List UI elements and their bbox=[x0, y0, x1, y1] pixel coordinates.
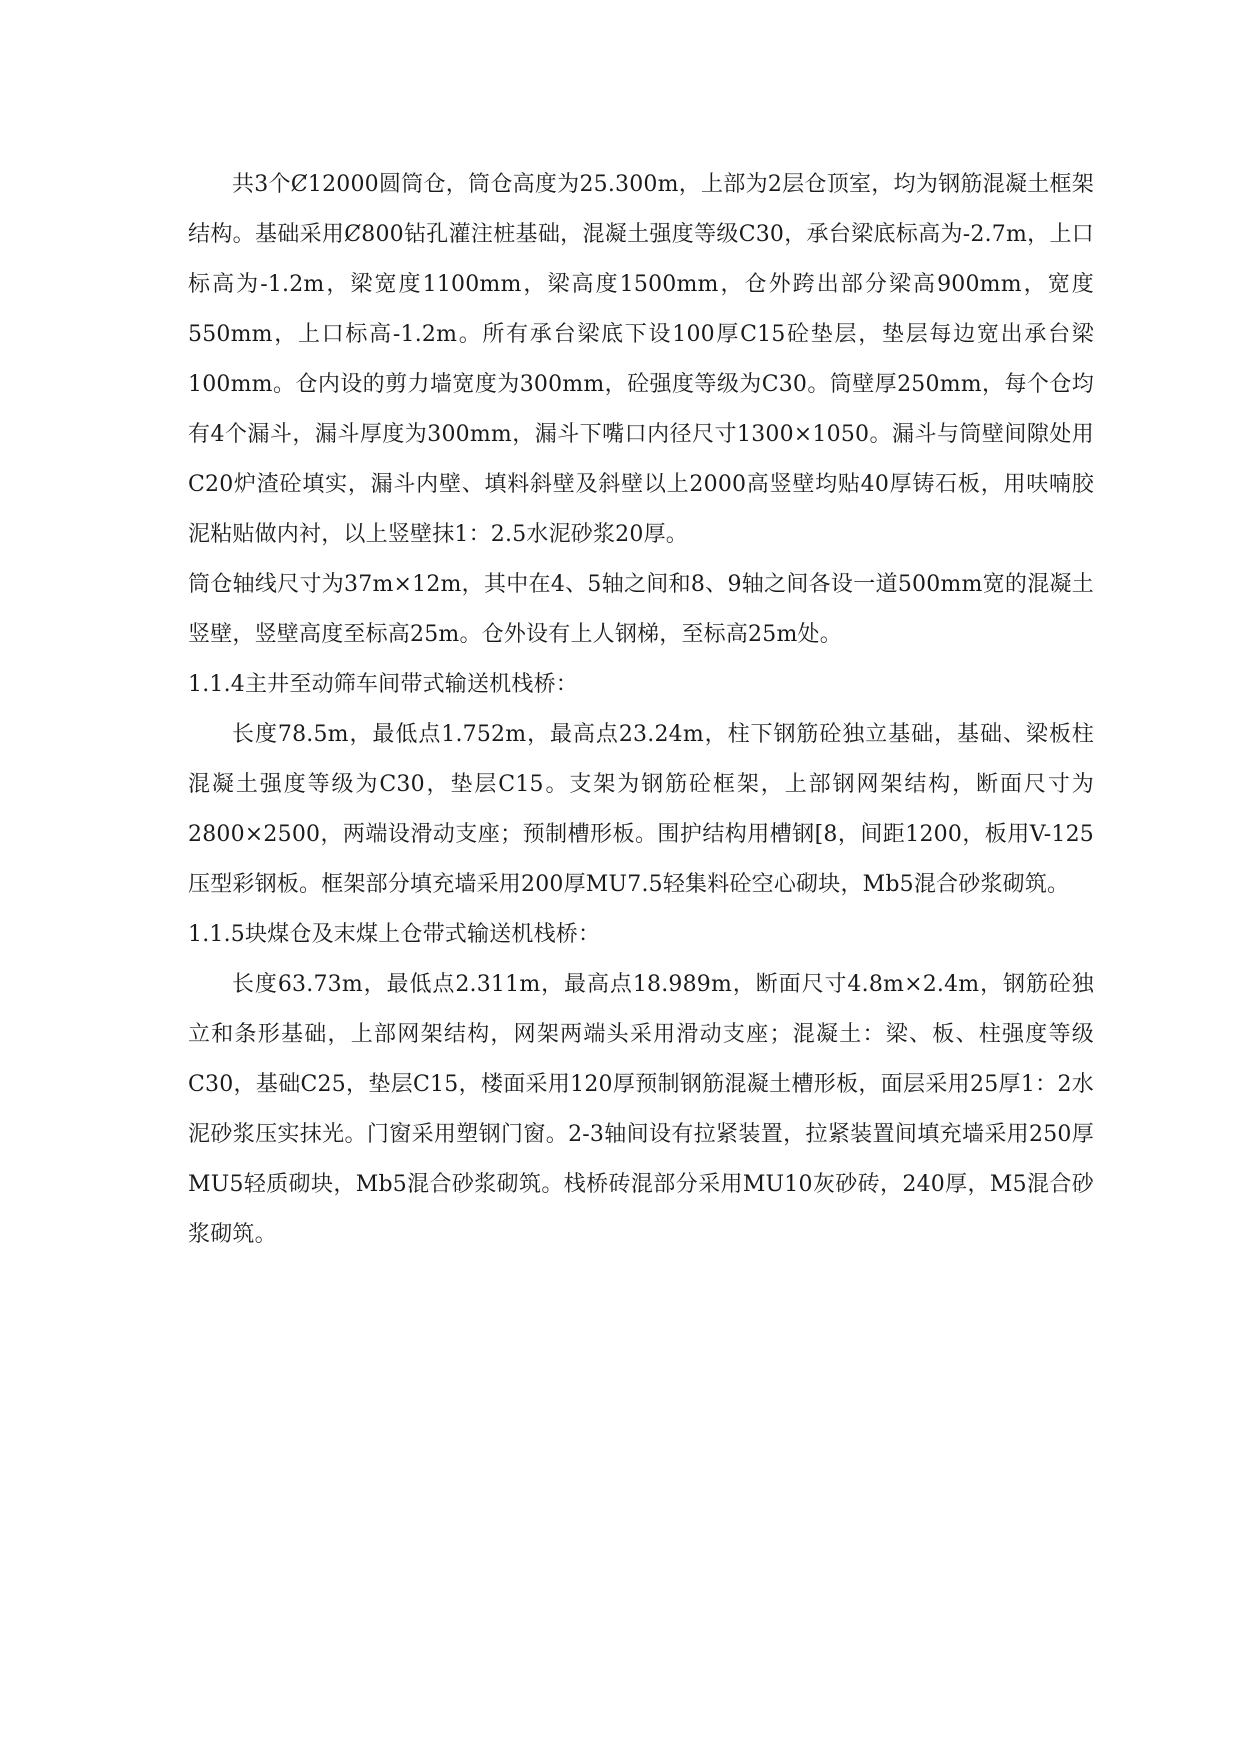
document-body bbox=[188, 160, 1094, 1260]
paragraph-silo-axis: 筒仓轴线尺寸为37m×12m，其中在4、5轴之间和8、9轴之间各设一道500mm宽的混凝土竖壁，竖壁高度至标高25m。仓外设有上人钢梯，至标高25m处。 bbox=[188, 572, 1094, 647]
paragraph-trestle-main-shaft: 长度78.5m，最低点1.752m，最高点23.24m，柱下钢筋砼独立基础，基础、梁板柱混凝土强度等级为C30，垫层C15。支架为钢筋砼框架，上部钢网架结构，断面尺寸为2800×2500，两端设滑动支座；预制槽形板。围护结构用槽钢[8，间距1200，板用V-125压型彩钢板。框架部分填充墙采用200厚MU7.5轻集料砼空心砌块，Mb5混合砂浆砌筑。 bbox=[188, 722, 1094, 897]
section-heading-1-1-4: 1.1.4主井至动筛车间带式输送机栈桥： bbox=[188, 672, 578, 697]
paragraph-trestle-coal-bunker: 长度63.73m，最低点2.311m，最高点18.989m，断面尺寸4.8m×2.4m，钢筋砼独立和条形基础，上部网架结构，网架两端头采用滑动支座；混凝土：梁、板、柱强度等级C30，基础C25，垫层C15，楼面采用120厚预制钢筋混凝土槽形板，面层采用25厚1：2水泥砂浆压实抹光。门窗采用塑钢门窗。2-3轴间设有拉紧装置，拉紧装置间填充墙采用250厚MU5轻质砌块，Mb5混合砂浆砌筑。栈桥砖混部分采用MU10灰砂砖，240厚，M5混合砂浆砌筑。 bbox=[188, 972, 1094, 1247]
section-heading-1-1-5: 1.1.5块煤仓及末煤上仓带式输送机栈桥： bbox=[188, 922, 601, 947]
paragraph-silo-overview: 共3个Ȼ12000圆筒仓，筒仓高度为25.300m，上部为2层仓顶室，均为钢筋混凝土框架结构。基础采用Ȼ800钻孔灌注桩基础，混凝土强度等级C30，承台梁底标高为-2.7m，上口标高为-1.2m，梁宽度1100mm，梁高度1500mm，仓外跨出部分梁高900mm，宽度550mm，上口标高-1.2m。所有承台梁底下设100厚C15砼垫层，垫层每边宽出承台梁100mm。仓内设的剪力墙宽度为300mm，砼强度等级为C30。筒壁厚250mm，每个仓均有4个漏斗，漏斗厚度为300mm，漏斗下嘴口内径尺寸1300×1050。漏斗与筒壁间隙处用C20炉渣砼填实，漏斗内壁、填料斜壁及斜壁以上2000高竖壁均贴40厚铸石板，用呋喃胶泥粘贴做内衬，以上竖壁抹1：2.5水泥砂浆20厚。 bbox=[188, 172, 1094, 547]
